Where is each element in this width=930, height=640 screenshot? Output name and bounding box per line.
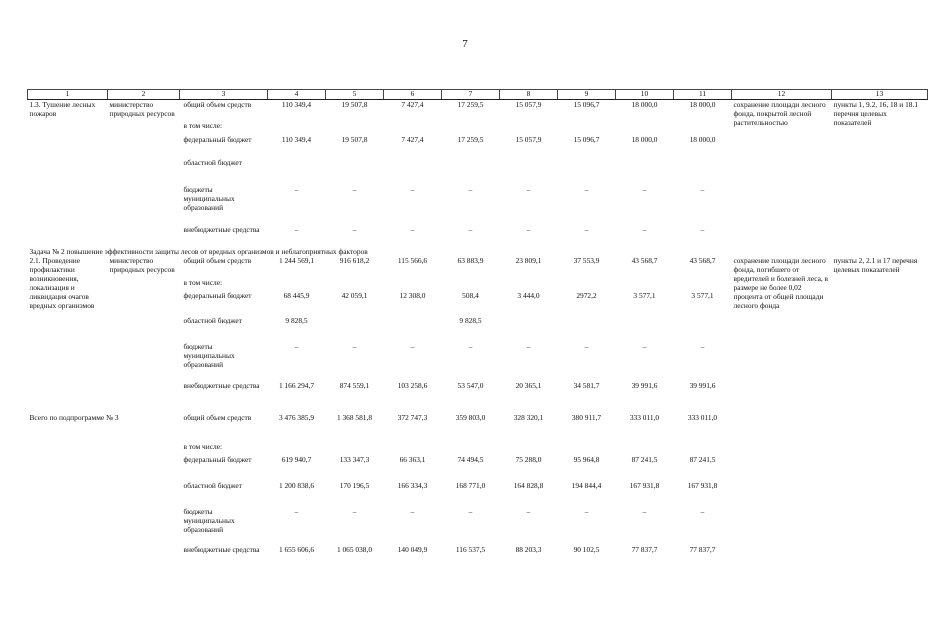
value-cell: – bbox=[700, 506, 705, 516]
task-2-heading bbox=[28, 247, 928, 256]
activity-name: 2.1. Проведение профилактики возникновения, локализация и ликвидация очагов вредных организмов bbox=[29, 255, 95, 310]
col-header: 2 bbox=[108, 90, 180, 100]
value-cell bbox=[674, 316, 732, 342]
value-cell: 508,4 bbox=[462, 290, 479, 300]
row-label: общий объем средств bbox=[183, 100, 252, 109]
value-cell bbox=[268, 121, 326, 135]
value-cell: 619 940,7 bbox=[281, 454, 312, 464]
row-label: бюджеты муниципальных образований bbox=[183, 184, 235, 212]
activity-name: 1.3. Тушение лесных пожаров bbox=[29, 100, 96, 118]
value-cell: 19 507,8 bbox=[341, 134, 368, 144]
value-cell: 3 476 385,9 bbox=[278, 412, 315, 422]
value-cell: 18 000,0 bbox=[631, 100, 658, 109]
value-cell: 66 363,1 bbox=[399, 454, 426, 464]
value-cell: – bbox=[468, 506, 473, 516]
row-label: в том числе: bbox=[183, 277, 223, 287]
row-label: в том числе: bbox=[183, 120, 223, 130]
block-fire-fighting bbox=[28, 100, 928, 247]
value-cell bbox=[674, 278, 732, 291]
value-cell: – bbox=[294, 224, 299, 234]
value-cell: 1 166 294,7 bbox=[278, 380, 315, 390]
value-cell bbox=[384, 442, 442, 455]
table-row bbox=[28, 256, 928, 278]
row-label: внебюджетные средства bbox=[183, 380, 260, 390]
value-cell: – bbox=[526, 224, 531, 234]
value-cell: 103 258,6 bbox=[397, 380, 428, 390]
target-indicators: пункты 1, 9.2, 16, 18 и 18.1 перечня целевых показателей bbox=[833, 100, 919, 127]
executor: министерство природных ресурсов bbox=[109, 255, 175, 274]
value-cell: 43 568,7 bbox=[689, 255, 716, 265]
row-label: общий объем средств bbox=[183, 412, 252, 422]
value-cell bbox=[500, 158, 558, 185]
block-subprogram-total bbox=[28, 413, 928, 567]
value-cell: 88 203,3 bbox=[515, 544, 542, 554]
value-cell: – bbox=[410, 341, 415, 351]
value-cell: – bbox=[642, 224, 647, 234]
value-cell bbox=[442, 121, 500, 135]
value-cell: 1 655 606,6 bbox=[278, 544, 315, 554]
value-cell: 53 547,0 bbox=[457, 380, 484, 390]
value-cell bbox=[674, 442, 732, 455]
value-cell: – bbox=[584, 224, 589, 234]
value-cell: 3 444,0 bbox=[517, 290, 540, 300]
value-cell bbox=[500, 316, 558, 342]
value-cell: – bbox=[468, 224, 473, 234]
value-cell: 87 241,5 bbox=[631, 454, 658, 464]
value-cell: 3 577,1 bbox=[691, 290, 714, 300]
value-cell bbox=[442, 158, 500, 185]
value-cell: 170 196,5 bbox=[339, 480, 370, 490]
value-cell: – bbox=[410, 506, 415, 516]
value-cell: 39 991,6 bbox=[631, 380, 658, 390]
value-cell bbox=[384, 121, 442, 135]
target-indicators: пункты 2, 2.1 и 17 перечня целевых показателей bbox=[833, 255, 918, 274]
col-header: 3 bbox=[180, 90, 268, 100]
value-cell: – bbox=[352, 341, 357, 351]
row-label: федеральный бюджет bbox=[183, 454, 252, 464]
value-cell bbox=[616, 121, 674, 135]
total-name: Всего по подпрограмме № 3 bbox=[29, 412, 119, 422]
value-cell: 1 368 581,8 bbox=[336, 412, 373, 422]
value-cell bbox=[500, 278, 558, 291]
value-cell bbox=[616, 278, 674, 291]
value-cell: – bbox=[294, 184, 299, 194]
value-cell: – bbox=[468, 341, 473, 351]
row-label: общий объем средств bbox=[183, 255, 252, 265]
expected-result: сохранение площади лесного фонда, погибшего от вредителей и болезней леса, в размере не более 0,02 процента от общей площади лесного фонда bbox=[733, 255, 829, 310]
col-header: 7 bbox=[442, 90, 500, 100]
value-cell: – bbox=[700, 341, 705, 351]
row-label: областной бюджет bbox=[183, 480, 242, 490]
value-cell: 17 259,5 bbox=[457, 134, 484, 144]
value-cell bbox=[558, 121, 616, 135]
value-cell: 1 200 838,6 bbox=[278, 480, 315, 490]
executor: министерство природных ресурсов bbox=[109, 100, 175, 118]
value-cell: 133 347,3 bbox=[339, 454, 370, 464]
col-header: 9 bbox=[558, 90, 616, 100]
value-cell bbox=[558, 442, 616, 455]
value-cell: 18 000,0 bbox=[689, 100, 716, 109]
row-label: внебюджетные средства bbox=[183, 544, 260, 554]
value-cell: 874 559,1 bbox=[339, 380, 370, 390]
col-header: 11 bbox=[674, 90, 732, 100]
value-cell: 167 931,8 bbox=[687, 480, 718, 490]
table-row bbox=[28, 413, 928, 442]
value-cell: 18 000,0 bbox=[689, 134, 716, 144]
col-header: 6 bbox=[384, 90, 442, 100]
col-header: 10 bbox=[616, 90, 674, 100]
value-cell: – bbox=[584, 506, 589, 516]
value-cell: 7 427,4 bbox=[401, 100, 424, 109]
value-cell: 20 365,1 bbox=[515, 380, 542, 390]
value-cell bbox=[384, 278, 442, 291]
value-cell bbox=[674, 121, 732, 135]
value-cell: – bbox=[526, 506, 531, 516]
page-number: 7 bbox=[462, 38, 468, 50]
header-row bbox=[28, 90, 928, 100]
col-header: 5 bbox=[326, 90, 384, 100]
value-cell bbox=[558, 158, 616, 185]
value-cell bbox=[384, 316, 442, 342]
value-cell: 110 349,4 bbox=[281, 100, 312, 109]
task-row bbox=[28, 247, 928, 256]
value-cell bbox=[268, 442, 326, 455]
value-cell bbox=[442, 278, 500, 291]
value-cell: 95 964,8 bbox=[573, 454, 600, 464]
value-cell bbox=[326, 121, 384, 135]
value-cell: 140 049,9 bbox=[397, 544, 428, 554]
value-cell: – bbox=[700, 224, 705, 234]
value-cell: 7 427,4 bbox=[401, 134, 424, 144]
value-cell: 12 308,0 bbox=[399, 290, 426, 300]
value-cell: 359 803,0 bbox=[455, 412, 486, 422]
value-cell: – bbox=[468, 184, 473, 194]
value-cell: 333 011,0 bbox=[687, 412, 718, 422]
value-cell: 1 244 569,1 bbox=[278, 255, 315, 265]
value-cell: – bbox=[294, 506, 299, 516]
value-cell: 372 747,3 bbox=[397, 412, 428, 422]
value-cell: – bbox=[700, 184, 705, 194]
value-cell: 9 828,5 bbox=[459, 315, 482, 325]
value-cell: – bbox=[526, 184, 531, 194]
col-header: 12 bbox=[732, 90, 832, 100]
row-label: областной бюджет bbox=[183, 315, 242, 325]
block-pest-control bbox=[28, 256, 928, 413]
value-cell: – bbox=[642, 506, 647, 516]
value-cell: 87 241,5 bbox=[689, 454, 716, 464]
value-cell bbox=[558, 316, 616, 342]
value-cell: 916 618,2 bbox=[339, 255, 370, 265]
value-cell: 166 334,3 bbox=[397, 480, 428, 490]
value-cell bbox=[616, 158, 674, 185]
value-cell: 63 883,9 bbox=[457, 255, 484, 265]
value-cell: 110 349,4 bbox=[281, 134, 312, 144]
budget-table bbox=[27, 89, 928, 567]
value-cell: – bbox=[352, 184, 357, 194]
value-cell: 23 809,1 bbox=[515, 255, 542, 265]
value-cell bbox=[326, 442, 384, 455]
value-cell bbox=[674, 158, 732, 185]
row-label: бюджеты муниципальных образований bbox=[183, 506, 235, 534]
value-cell: 15 057,9 bbox=[515, 100, 542, 109]
value-cell bbox=[500, 121, 558, 135]
value-cell: 15 057,9 bbox=[515, 134, 542, 144]
value-cell: 37 553,9 bbox=[573, 255, 600, 265]
value-cell: 9 828,5 bbox=[285, 315, 308, 325]
row-label: федеральный бюджет bbox=[183, 290, 252, 300]
row-label: внебюджетные средства bbox=[183, 224, 260, 234]
value-cell: 15 096,7 bbox=[573, 100, 600, 109]
value-cell: 164 828,8 bbox=[513, 480, 544, 490]
value-cell: – bbox=[352, 224, 357, 234]
value-cell: – bbox=[294, 341, 299, 351]
value-cell: – bbox=[584, 184, 589, 194]
value-cell: 19 507,8 bbox=[341, 100, 368, 109]
value-cell: 74 494,5 bbox=[457, 454, 484, 464]
value-cell: – bbox=[410, 184, 415, 194]
value-cell bbox=[558, 278, 616, 291]
value-cell: 90 102,5 bbox=[573, 544, 600, 554]
row-label: в том числе: bbox=[183, 441, 223, 451]
value-cell: 77 837,7 bbox=[631, 544, 658, 554]
value-cell: 17 259,5 bbox=[457, 100, 484, 109]
value-cell: 15 096,7 bbox=[573, 134, 600, 144]
value-cell: – bbox=[526, 341, 531, 351]
value-cell: 77 837,7 bbox=[689, 544, 716, 554]
col-header: 8 bbox=[500, 90, 558, 100]
value-cell: 3 577,1 bbox=[633, 290, 656, 300]
value-cell: 194 844,4 bbox=[571, 480, 602, 490]
value-cell: 75 288,0 bbox=[515, 454, 542, 464]
value-cell bbox=[616, 316, 674, 342]
expected-result: сохранение площади лесного фонда, покрытой лесной растительностью bbox=[733, 100, 826, 127]
value-cell: 18 000,0 bbox=[631, 134, 658, 144]
value-cell bbox=[616, 442, 674, 455]
value-cell bbox=[500, 442, 558, 455]
value-cell: – bbox=[352, 506, 357, 516]
col-header: 13 bbox=[832, 90, 928, 100]
value-cell bbox=[326, 158, 384, 185]
value-cell: 380 911,7 bbox=[571, 412, 602, 422]
value-cell bbox=[268, 158, 326, 185]
row-label: бюджеты муниципальных образований bbox=[183, 341, 235, 369]
value-cell: 68 445,9 bbox=[283, 290, 310, 300]
task-title: Задача № 2 повышение эффективности защиты лесов от вредных организмов и неблагоприятных факторов bbox=[29, 246, 368, 256]
value-cell bbox=[326, 316, 384, 342]
row-label: областной бюджет bbox=[183, 157, 242, 167]
value-cell: – bbox=[642, 184, 647, 194]
value-cell: 1 065 038,0 bbox=[336, 544, 373, 554]
value-cell: 43 568,7 bbox=[631, 255, 658, 265]
value-cell bbox=[268, 278, 326, 291]
value-cell: 116 537,5 bbox=[455, 544, 486, 554]
value-cell: 333 011,0 bbox=[629, 412, 660, 422]
col-header: 1 bbox=[28, 90, 108, 100]
table-row bbox=[28, 100, 928, 121]
value-cell: 2972,2 bbox=[576, 290, 597, 300]
value-cell: – bbox=[642, 341, 647, 351]
value-cell: 167 931,8 bbox=[629, 480, 660, 490]
row-label: федеральный бюджет bbox=[183, 134, 252, 144]
value-cell bbox=[442, 442, 500, 455]
col-header: 4 bbox=[268, 90, 326, 100]
value-cell bbox=[326, 278, 384, 291]
value-cell: 39 991,6 bbox=[689, 380, 716, 390]
value-cell: – bbox=[584, 341, 589, 351]
value-cell: 42 059,1 bbox=[341, 290, 368, 300]
value-cell: 115 566,6 bbox=[397, 255, 428, 265]
value-cell: – bbox=[410, 224, 415, 234]
value-cell: 328 320,1 bbox=[513, 412, 544, 422]
value-cell: 168 771,0 bbox=[455, 480, 486, 490]
value-cell: 34 581,7 bbox=[573, 380, 600, 390]
value-cell bbox=[384, 158, 442, 185]
